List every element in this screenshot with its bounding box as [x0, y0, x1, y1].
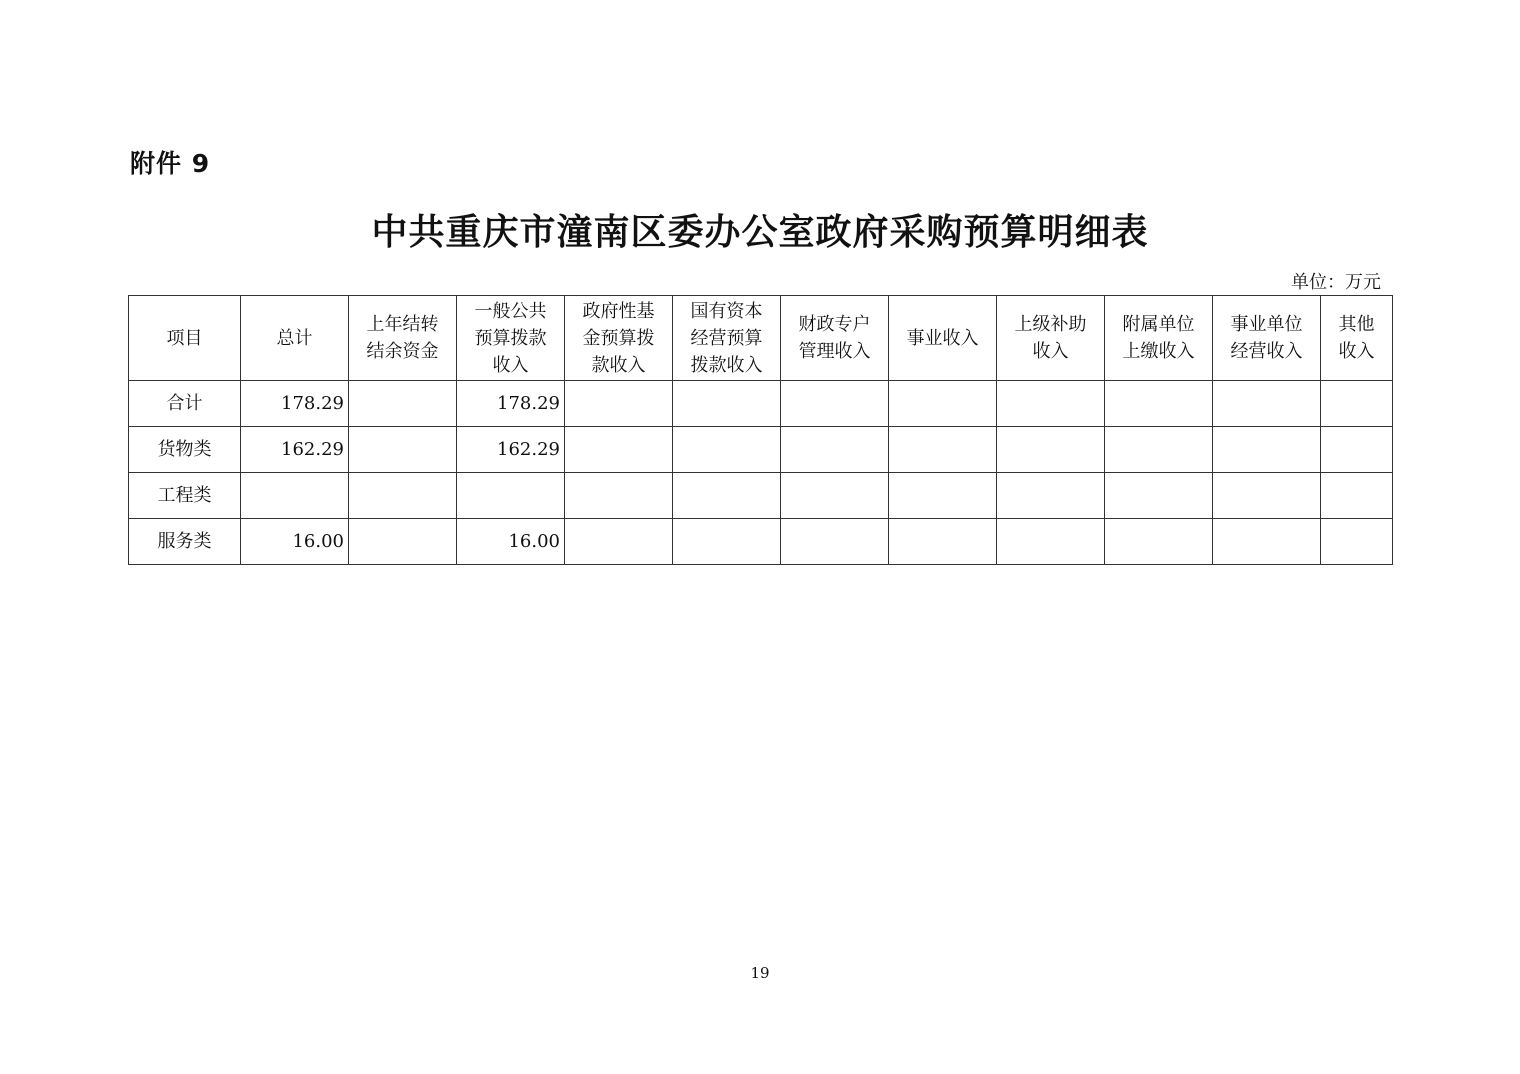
page-number: 19 — [750, 964, 770, 982]
table-cell — [349, 381, 457, 427]
table-cell — [349, 519, 457, 565]
table-cell — [781, 381, 889, 427]
table-cell — [565, 519, 673, 565]
unit-label: 单位：万元 — [1291, 272, 1381, 293]
table-cell — [889, 519, 997, 565]
table-cell — [997, 473, 1105, 519]
table-cell — [997, 427, 1105, 473]
header-prior-year-carryover: 上年结转 结余资金 — [349, 296, 457, 381]
header-other-income: 其他 收入 — [1321, 296, 1393, 381]
header-general-public-budget: 一般公共 预算拨款 收入 — [457, 296, 565, 381]
table-cell — [673, 427, 781, 473]
table-cell — [457, 473, 565, 519]
header-government-fund-budget: 政府性基 金预算拨 款收入 — [565, 296, 673, 381]
table-cell — [781, 473, 889, 519]
table-cell: 178.29 — [457, 381, 565, 427]
row-label: 服务类 — [129, 519, 241, 565]
table-cell — [889, 427, 997, 473]
table-cell — [1213, 473, 1321, 519]
table-cell — [349, 427, 457, 473]
header-row — [129, 296, 1393, 381]
table-cell — [1105, 381, 1213, 427]
table-cell — [781, 427, 889, 473]
row-label: 合计 — [129, 381, 241, 427]
table-cell — [889, 381, 997, 427]
table-row — [129, 427, 1393, 473]
table-cell: 16.00 — [457, 519, 565, 565]
table-cell — [1321, 473, 1393, 519]
table-cell — [349, 473, 457, 519]
table-cell — [889, 473, 997, 519]
table-cell — [997, 381, 1105, 427]
table-cell — [1105, 473, 1213, 519]
header-item: 项目 — [129, 296, 241, 381]
table-cell — [781, 519, 889, 565]
header-business-income: 事业收入 — [889, 296, 997, 381]
table-cell — [241, 473, 349, 519]
table-cell — [565, 473, 673, 519]
table-cell — [565, 427, 673, 473]
table-cell — [1321, 427, 1393, 473]
row-label: 工程类 — [129, 473, 241, 519]
table-cell — [1213, 519, 1321, 565]
header-subordinate-remittance: 附属单位 上缴收入 — [1105, 296, 1213, 381]
header-state-capital-budget: 国有资本 经营预算 拨款收入 — [673, 296, 781, 381]
table-cell: 178.29 — [241, 381, 349, 427]
header-fiscal-account-income: 财政专户 管理收入 — [781, 296, 889, 381]
row-label: 货物类 — [129, 427, 241, 473]
table-cell: 162.29 — [241, 427, 349, 473]
table-cell — [673, 473, 781, 519]
attachment-label: 附件 9 — [130, 149, 211, 178]
table-cell — [1321, 381, 1393, 427]
table-cell — [1105, 519, 1213, 565]
table-cell — [1105, 427, 1213, 473]
header-superior-subsidy: 上级补助 收入 — [997, 296, 1105, 381]
table-row — [129, 473, 1393, 519]
table-cell — [673, 381, 781, 427]
table-row — [129, 519, 1393, 565]
header-total: 总计 — [241, 296, 349, 381]
table-cell — [1213, 381, 1321, 427]
table-cell: 162.29 — [457, 427, 565, 473]
document-title: 中共重庆市潼南区委办公室政府采购预算明细表 — [371, 212, 1149, 253]
table-cell — [565, 381, 673, 427]
table-cell — [1321, 519, 1393, 565]
table-cell — [997, 519, 1105, 565]
table-cell: 16.00 — [241, 519, 349, 565]
procurement-budget-table — [128, 295, 1393, 565]
table-cell — [1213, 427, 1321, 473]
table-cell — [673, 519, 781, 565]
header-operating-income: 事业单位 经营收入 — [1213, 296, 1321, 381]
table-row — [129, 381, 1393, 427]
